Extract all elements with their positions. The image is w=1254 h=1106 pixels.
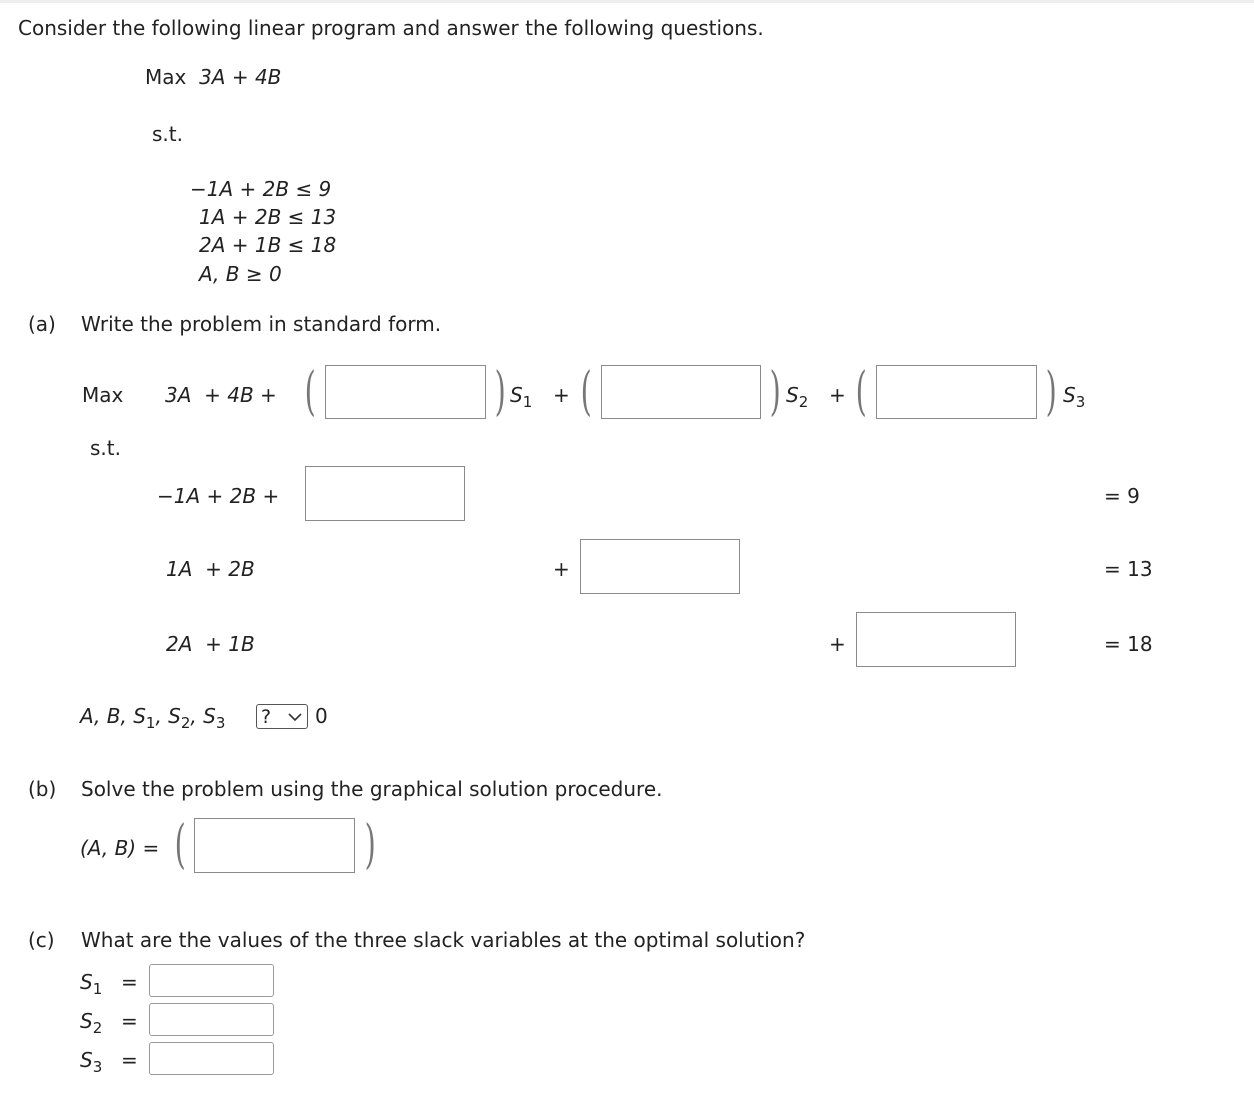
objective-coef-s2-input[interactable] [601, 365, 761, 419]
standard-max-label: Max [82, 383, 124, 407]
left-paren: ( [580, 362, 592, 422]
slack-s1-input[interactable] [149, 964, 274, 997]
part-b-question: Solve the problem using the graphical solution procedure. [81, 777, 663, 801]
objective-coef-s1-input[interactable] [325, 365, 486, 419]
row3-lhs: 2A + 1B [166, 632, 255, 656]
slack-s3-label: $S_3$ [80, 1048, 103, 1076]
objective-coef-s3-input[interactable] [876, 365, 1037, 419]
plus-sign: + [829, 632, 846, 656]
chevron-down-icon [287, 711, 303, 723]
slack-s1-label: $S_1$ [80, 970, 103, 998]
plus-sign: + [553, 383, 570, 407]
lp-st: s.t. [152, 122, 183, 146]
equals-sign: = [121, 1009, 138, 1033]
part-a-question: Write the problem in standard form. [81, 312, 442, 336]
row3-rhs: = 18 [1104, 632, 1153, 656]
ab-answer-label: (A, B) = [80, 836, 160, 860]
part-b-label: (b) [28, 777, 57, 801]
row2-rhs: = 13 [1104, 557, 1153, 581]
nonneg-rhs: 0 [315, 704, 328, 728]
row1-lhs: −1A + 2B + [157, 484, 280, 508]
part-c-label: (c) [28, 928, 55, 952]
right-paren: ) [494, 362, 506, 422]
standard-objective: 3A + 4B + [165, 383, 277, 407]
objective-s2: $S_2$ [786, 383, 809, 411]
part-c-question: What are the values of the three slack variables at the optimal solution? [81, 928, 806, 952]
objective-s1: $S_1$ [510, 383, 533, 411]
objective-s3: $S_3$ [1063, 383, 1086, 411]
lp-constraint-3: 2A + 1B ≤ 18 [199, 233, 337, 257]
right-paren: ) [1045, 362, 1057, 422]
standard-st-label: s.t. [90, 436, 121, 460]
select-placeholder: ? [261, 705, 272, 728]
plus-sign: + [829, 383, 846, 407]
inequality-select[interactable] [256, 704, 308, 729]
slack-s2-label: $S_2$ [80, 1009, 103, 1037]
right-paren: ) [769, 362, 781, 422]
lp-constraint-2: 1A + 2B ≤ 13 [199, 205, 337, 229]
part-a-label: (a) [28, 312, 56, 336]
lp-objective: Max 3A + 4B [145, 65, 282, 89]
equals-sign: = [121, 1048, 138, 1072]
lp-nonnegativity: A, B ≥ 0 [199, 262, 282, 286]
right-paren: ) [364, 815, 376, 875]
row3-slack-coef-input[interactable] [856, 612, 1016, 667]
intro-text: Consider the following linear program and answer the following questions. [18, 16, 764, 40]
nonneg-vars: A, B, $S_1$, $S_2$, $S_3$ [80, 704, 226, 732]
slack-s2-input[interactable] [149, 1003, 274, 1036]
top-divider [0, 0, 1254, 3]
row2-lhs: 1A + 2B [166, 557, 255, 581]
row1-slack-coef-input[interactable] [305, 466, 465, 521]
slack-s3-input[interactable] [149, 1042, 274, 1075]
lp-constraint-1: −1A + 2B ≤ 9 [190, 177, 332, 201]
equals-sign: = [121, 970, 138, 994]
left-paren: ( [174, 815, 186, 875]
ab-answer-input[interactable] [194, 818, 355, 873]
row2-slack-coef-input[interactable] [580, 539, 740, 594]
plus-sign: + [553, 557, 570, 581]
row1-rhs: = 9 [1104, 484, 1140, 508]
left-paren: ( [855, 362, 867, 422]
left-paren: ( [304, 362, 316, 422]
